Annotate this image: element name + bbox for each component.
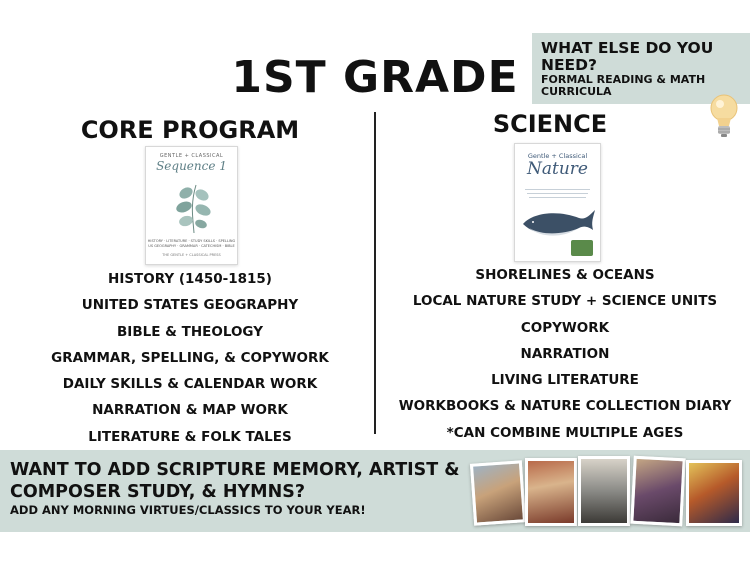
science-item: LOCAL NATURE STUDY + SCIENCE UNITS: [412, 293, 718, 310]
core-item: NARRATION & MAP WORK: [92, 402, 288, 419]
eucalyptus-illustration: [166, 179, 218, 235]
artwork-thumbnail: [578, 456, 630, 526]
core-item: DAILY SKILLS & CALENDAR WORK: [62, 376, 318, 393]
core-item: GRAMMAR, SPELLING, & COPYWORK: [51, 349, 329, 366]
lightbulb-icon: [704, 92, 744, 140]
science-heading: SCIENCE: [492, 110, 608, 138]
science-item: SHORELINES & OCEANS: [475, 267, 655, 283]
book-top-line: Gentle + Classical: [527, 152, 588, 160]
artwork-thumbnail: [630, 456, 685, 527]
book-title: Nature: [527, 159, 588, 179]
banner-line-2: COMPOSER STUDY, & HYMNS?: [10, 482, 305, 502]
nature-book-cover: [514, 143, 601, 262]
artwork-thumbnail: [470, 460, 526, 525]
callout-subheading: FORMAL READING & MATH CURRICULA: [541, 73, 706, 98]
core-item: BIBLE & THEOLOGY: [117, 323, 263, 340]
sequence-book-cover: [145, 146, 238, 265]
science-item: *CAN COMBINE MULTIPLE AGES: [446, 424, 684, 441]
artwork-thumbnail: [525, 458, 577, 526]
callout-heading: WHAT ELSE DO YOU NEED?: [541, 39, 714, 74]
book-subjects-line-2: US GEOGRAPHY · GRAMMAR · CATECHISM · BIBLE: [148, 244, 235, 248]
book-title: Sequence 1: [156, 159, 227, 173]
banner-line-1: WANT TO ADD SCRIPTURE MEMORY, ARTIST &: [10, 460, 460, 480]
publisher-badge: [571, 240, 593, 256]
science-list: [390, 262, 740, 446]
science-item: WORKBOOKS & NATURE COLLECTION DIARY: [398, 398, 732, 415]
artwork-thumbnail: [686, 460, 742, 526]
science-item: NARRATION: [520, 345, 610, 362]
core-heading: CORE PROGRAM: [80, 116, 300, 144]
book-subjects-line-1: HISTORY · LITERATURE · STUDY SKILLS · SPELLING: [147, 239, 236, 243]
whale-illustration: [519, 204, 597, 244]
column-divider: [374, 112, 376, 434]
core-item: HISTORY (1450-1815): [108, 271, 272, 287]
book-publisher: THE GENTLE + CLASSICAL PRESS: [162, 253, 221, 257]
core-item: UNITED STATES GEOGRAPHY: [81, 297, 299, 314]
science-item: COPYWORK: [520, 319, 610, 336]
page-title: 1ST GRADE: [231, 52, 519, 103]
book-top-line: GENTLE + CLASSICAL: [159, 153, 224, 159]
core-item: LITERATURE & FOLK TALES: [88, 428, 292, 445]
science-item: LIVING LITERATURE: [491, 372, 639, 389]
banner-line-3: ADD ANY MORNING VIRTUES/CLASSICS TO YOUR YEAR!: [10, 503, 366, 517]
core-list: [40, 266, 340, 450]
